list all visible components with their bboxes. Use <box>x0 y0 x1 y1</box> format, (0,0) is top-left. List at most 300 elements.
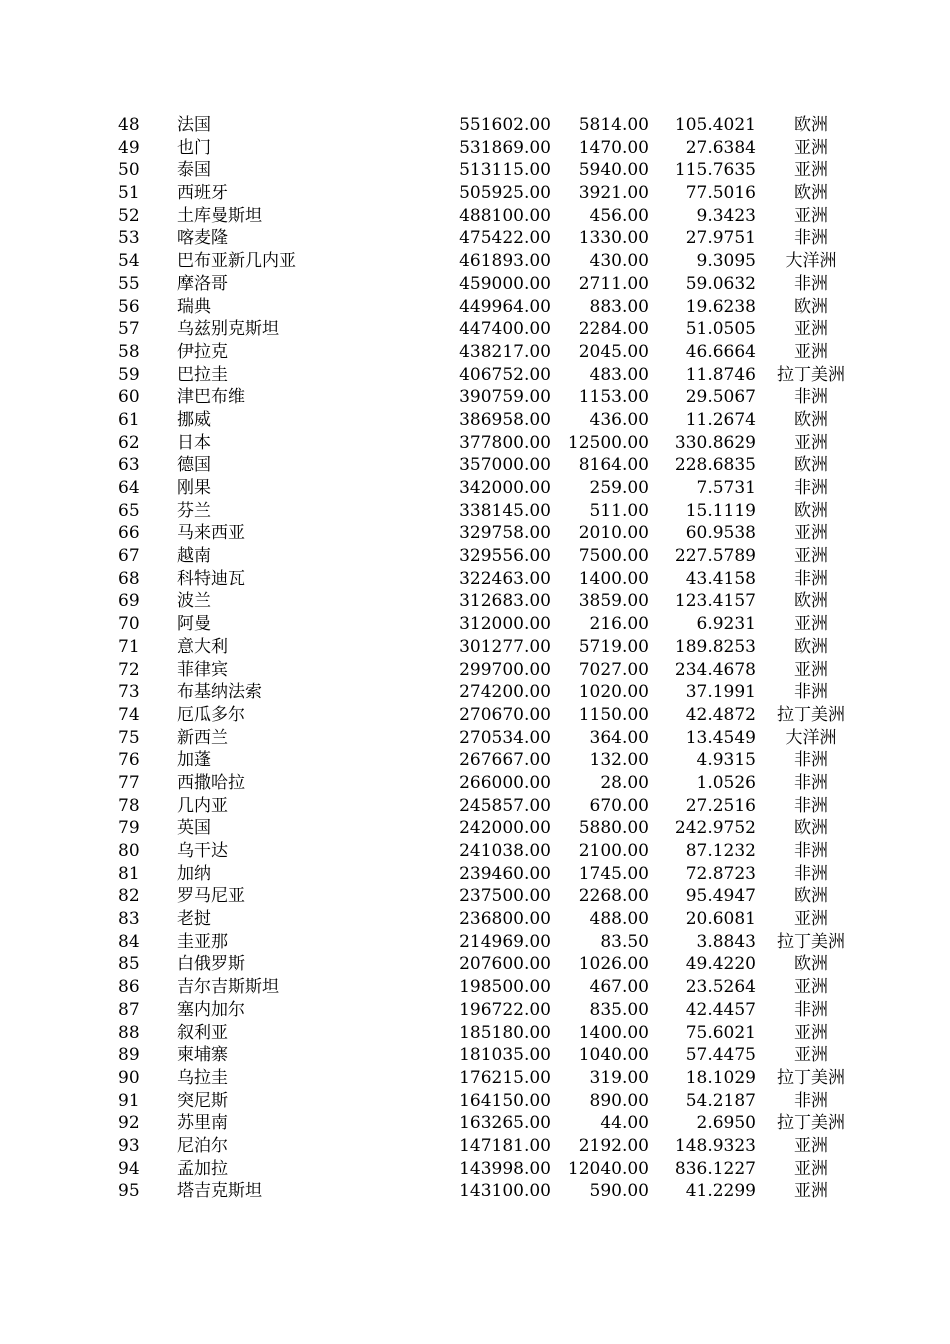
country-name-cell: 加蓬 <box>177 750 211 771</box>
country-name-cell: 土库曼斯坦 <box>177 205 262 226</box>
country-name-cell: 也门 <box>177 137 211 158</box>
population-cell: 890.00 <box>589 1090 649 1111</box>
density-cell: 6.9231 <box>696 614 756 635</box>
density-cell: 59.0632 <box>685 273 756 294</box>
rank-cell: 63 <box>118 455 140 476</box>
area-cell: 214969.00 <box>459 931 551 952</box>
country-name-cell: 菲律宾 <box>177 659 228 680</box>
area-cell: 241038.00 <box>459 841 551 861</box>
continent-cell: 亚洲 <box>794 1022 828 1043</box>
rank-cell: 82 <box>118 886 140 907</box>
density-cell: 189.8253 <box>674 636 756 657</box>
population-cell: 1400.00 <box>578 568 649 589</box>
continent-cell: 非洲 <box>794 999 828 1020</box>
area-cell: 488100.00 <box>459 205 551 226</box>
population-cell: 83.50 <box>600 931 649 952</box>
continent-cell: 亚洲 <box>794 909 828 930</box>
area-cell: 242000.00 <box>459 818 551 839</box>
country-name-cell: 加纳 <box>177 863 211 884</box>
table-row <box>0 681 950 704</box>
density-cell: 9.3423 <box>696 205 756 226</box>
area-cell: 329556.00 <box>459 546 551 567</box>
continent-cell: 欧洲 <box>794 886 828 907</box>
population-cell: 2100.00 <box>578 841 649 861</box>
country-name-cell: 挪威 <box>177 409 211 430</box>
density-cell: 37.1991 <box>685 682 756 703</box>
continent-cell: 非洲 <box>794 273 828 294</box>
area-cell: 461893.00 <box>459 251 551 272</box>
area-cell: 505925.00 <box>459 183 551 204</box>
country-name-cell: 乌兹别克斯坦 <box>177 319 279 340</box>
density-cell: 49.4220 <box>685 954 756 975</box>
population-cell: 5814.00 <box>578 115 649 135</box>
rank-cell: 80 <box>118 841 140 861</box>
continent-cell: 非洲 <box>794 387 828 408</box>
table-row <box>0 159 950 182</box>
rank-cell: 49 <box>118 137 140 158</box>
population-cell: 436.00 <box>589 409 649 430</box>
density-cell: 95.4947 <box>685 886 756 907</box>
area-cell: 475422.00 <box>459 228 551 249</box>
area-cell: 196722.00 <box>459 999 551 1020</box>
table-row <box>0 205 950 228</box>
area-cell: 449964.00 <box>459 296 551 317</box>
density-cell: 3.8843 <box>696 931 756 952</box>
country-name-cell: 法国 <box>177 115 211 135</box>
rank-cell: 64 <box>118 478 140 498</box>
rank-cell: 75 <box>118 727 140 748</box>
table-row <box>0 500 950 523</box>
table-row <box>0 182 950 205</box>
rank-cell: 54 <box>118 251 140 272</box>
density-cell: 227.5789 <box>674 546 756 567</box>
population-cell: 5880.00 <box>578 818 649 839</box>
continent-cell: 大洋洲 <box>785 251 837 272</box>
table-row <box>0 749 950 772</box>
continent-cell: 亚洲 <box>794 546 828 567</box>
table-row <box>0 1112 950 1135</box>
rank-cell: 87 <box>118 999 140 1020</box>
rank-cell: 52 <box>118 205 140 226</box>
continent-cell: 亚洲 <box>794 1158 828 1179</box>
country-name-cell: 刚果 <box>177 478 211 498</box>
population-cell: 1330.00 <box>578 228 649 249</box>
population-cell: 1040.00 <box>578 1045 649 1066</box>
density-cell: 57.4475 <box>685 1045 756 1066</box>
country-name-cell: 芬兰 <box>177 500 211 521</box>
area-cell: 147181.00 <box>459 1135 551 1156</box>
table-row <box>0 432 950 455</box>
area-cell: 207600.00 <box>459 954 551 975</box>
rank-cell: 94 <box>118 1158 140 1179</box>
country-name-cell: 瑞典 <box>177 296 211 317</box>
country-name-cell: 圭亚那 <box>177 931 228 952</box>
population-cell: 2010.00 <box>578 523 649 544</box>
country-name-cell: 英国 <box>177 818 211 839</box>
continent-cell: 亚洲 <box>794 523 828 544</box>
density-cell: 27.9751 <box>685 228 756 249</box>
area-cell: 266000.00 <box>459 772 551 793</box>
area-cell: 531869.00 <box>459 137 551 158</box>
density-cell: 29.5067 <box>685 387 756 408</box>
table-row <box>0 953 950 976</box>
country-name-cell: 塞内加尔 <box>177 999 245 1020</box>
population-cell: 28.00 <box>600 772 649 793</box>
continent-cell: 欧洲 <box>794 818 828 839</box>
area-cell: 438217.00 <box>459 341 551 362</box>
continent-cell: 拉丁美洲 <box>777 931 845 952</box>
area-cell: 299700.00 <box>459 659 551 680</box>
density-cell: 72.8723 <box>685 863 756 884</box>
country-name-cell: 新西兰 <box>177 727 228 748</box>
area-cell: 270670.00 <box>459 704 551 725</box>
table-row <box>0 454 950 477</box>
rank-cell: 86 <box>118 977 140 998</box>
area-cell: 513115.00 <box>459 160 551 181</box>
density-cell: 123.4157 <box>674 591 756 612</box>
rank-cell: 72 <box>118 659 140 680</box>
continent-cell: 非洲 <box>794 750 828 771</box>
rank-cell: 55 <box>118 273 140 294</box>
table-row <box>0 1090 950 1113</box>
population-cell: 1745.00 <box>578 863 649 884</box>
area-cell: 406752.00 <box>459 364 551 385</box>
table-row <box>0 1158 950 1181</box>
table-row <box>0 636 950 659</box>
rank-cell: 65 <box>118 500 140 521</box>
continent-cell: 非洲 <box>794 863 828 884</box>
rank-cell: 88 <box>118 1022 140 1043</box>
country-name-cell: 摩洛哥 <box>177 273 228 294</box>
table-row <box>0 908 950 931</box>
country-name-cell: 叙利亚 <box>177 1022 228 1043</box>
density-cell: 234.4678 <box>674 659 756 680</box>
density-cell: 23.5264 <box>685 977 756 998</box>
rank-cell: 71 <box>118 636 140 657</box>
rank-cell: 90 <box>118 1067 140 1088</box>
table-row <box>0 840 950 863</box>
population-cell: 44.00 <box>600 1113 649 1134</box>
rank-cell: 77 <box>118 772 140 793</box>
table-row <box>0 273 950 296</box>
population-cell: 670.00 <box>589 795 649 816</box>
population-cell: 2045.00 <box>578 341 649 362</box>
table-row <box>0 885 950 908</box>
table-row <box>0 227 950 250</box>
population-cell: 1470.00 <box>578 137 649 158</box>
rank-cell: 69 <box>118 591 140 612</box>
country-name-cell: 罗马尼亚 <box>177 886 245 907</box>
density-cell: 9.3095 <box>696 251 756 272</box>
area-cell: 181035.00 <box>459 1045 551 1066</box>
area-cell: 377800.00 <box>459 432 551 453</box>
rank-cell: 89 <box>118 1045 140 1066</box>
density-cell: 27.2516 <box>685 795 756 816</box>
density-cell: 43.4158 <box>685 568 756 589</box>
country-name-cell: 几内亚 <box>177 795 228 816</box>
population-cell: 2284.00 <box>578 319 649 340</box>
area-cell: 274200.00 <box>459 682 551 703</box>
area-cell: 357000.00 <box>459 455 551 476</box>
continent-cell: 拉丁美洲 <box>777 364 845 385</box>
table-row <box>0 568 950 591</box>
table-row <box>0 659 950 682</box>
rank-cell: 56 <box>118 296 140 317</box>
table-row <box>0 1044 950 1067</box>
rank-cell: 83 <box>118 909 140 930</box>
density-cell: 75.6021 <box>685 1022 756 1043</box>
table-row <box>0 772 950 795</box>
table-row <box>0 817 950 840</box>
continent-cell: 欧洲 <box>794 500 828 521</box>
rank-cell: 84 <box>118 931 140 952</box>
continent-cell: 欧洲 <box>794 409 828 430</box>
area-cell: 236800.00 <box>459 909 551 930</box>
area-cell: 459000.00 <box>459 273 551 294</box>
rank-cell: 48 <box>118 115 140 135</box>
density-cell: 41.2299 <box>685 1181 756 1202</box>
area-cell: 329758.00 <box>459 523 551 544</box>
rank-cell: 58 <box>118 341 140 362</box>
table-row <box>0 364 950 387</box>
population-cell: 590.00 <box>589 1181 649 1202</box>
population-cell: 430.00 <box>589 251 649 272</box>
continent-cell: 亚洲 <box>794 1135 828 1156</box>
rank-cell: 74 <box>118 704 140 725</box>
continent-cell: 亚洲 <box>794 432 828 453</box>
density-cell: 18.1029 <box>685 1067 756 1088</box>
population-cell: 511.00 <box>589 500 649 521</box>
table-row <box>0 999 950 1022</box>
area-cell: 390759.00 <box>459 387 551 408</box>
country-name-cell: 波兰 <box>177 591 211 612</box>
country-name-cell: 老挝 <box>177 909 211 930</box>
area-cell: 312000.00 <box>459 614 551 635</box>
density-cell: 46.6664 <box>685 341 756 362</box>
density-cell: 11.2674 <box>685 409 756 430</box>
country-name-cell: 德国 <box>177 455 211 476</box>
continent-cell: 欧洲 <box>794 636 828 657</box>
continent-cell: 亚洲 <box>794 319 828 340</box>
area-cell: 143100.00 <box>459 1181 551 1202</box>
continent-cell: 非洲 <box>794 682 828 703</box>
area-cell: 198500.00 <box>459 977 551 998</box>
area-cell: 185180.00 <box>459 1022 551 1043</box>
continent-cell: 欧洲 <box>794 183 828 204</box>
country-name-cell: 巴拉圭 <box>177 364 228 385</box>
density-cell: 2.6950 <box>696 1113 756 1134</box>
density-cell: 87.1232 <box>685 841 756 861</box>
population-cell: 456.00 <box>589 205 649 226</box>
density-cell: 11.8746 <box>685 364 756 385</box>
population-cell: 8164.00 <box>578 455 649 476</box>
rank-cell: 92 <box>118 1113 140 1134</box>
area-cell: 322463.00 <box>459 568 551 589</box>
population-cell: 259.00 <box>589 478 649 498</box>
rank-cell: 78 <box>118 795 140 816</box>
rank-cell: 57 <box>118 319 140 340</box>
rank-cell: 68 <box>118 568 140 589</box>
country-name-cell: 越南 <box>177 546 211 567</box>
rank-cell: 59 <box>118 364 140 385</box>
table-row <box>0 1135 950 1158</box>
density-cell: 836.1227 <box>674 1158 756 1179</box>
population-cell: 364.00 <box>589 727 649 748</box>
continent-cell: 非洲 <box>794 772 828 793</box>
table-row <box>0 613 950 636</box>
country-name-cell: 马来西亚 <box>177 523 245 544</box>
continent-cell: 非洲 <box>794 1090 828 1111</box>
population-cell: 2711.00 <box>578 273 649 294</box>
country-name-cell: 西撒哈拉 <box>177 772 245 793</box>
density-cell: 60.9538 <box>685 523 756 544</box>
country-name-cell: 阿曼 <box>177 614 211 635</box>
density-cell: 228.6835 <box>674 455 756 476</box>
density-cell: 330.8629 <box>674 432 756 453</box>
rank-cell: 66 <box>118 523 140 544</box>
density-cell: 19.6238 <box>685 296 756 317</box>
area-cell: 386958.00 <box>459 409 551 430</box>
continent-cell: 非洲 <box>794 478 828 498</box>
country-table <box>0 114 950 1203</box>
density-cell: 7.5731 <box>696 478 756 498</box>
continent-cell: 欧洲 <box>794 115 828 135</box>
continent-cell: 非洲 <box>794 228 828 249</box>
area-cell: 239460.00 <box>459 863 551 884</box>
table-row <box>0 1067 950 1090</box>
rank-cell: 53 <box>118 228 140 249</box>
population-cell: 1020.00 <box>578 682 649 703</box>
population-cell: 488.00 <box>589 909 649 930</box>
population-cell: 2268.00 <box>578 886 649 907</box>
rank-cell: 81 <box>118 863 140 884</box>
rank-cell: 51 <box>118 183 140 204</box>
table-row <box>0 296 950 319</box>
density-cell: 51.0505 <box>685 319 756 340</box>
population-cell: 483.00 <box>589 364 649 385</box>
area-cell: 551602.00 <box>459 115 551 135</box>
rank-cell: 95 <box>118 1181 140 1202</box>
population-cell: 3921.00 <box>578 183 649 204</box>
continent-cell: 欧洲 <box>794 455 828 476</box>
continent-cell: 非洲 <box>794 841 828 861</box>
table-row <box>0 250 950 273</box>
table-row <box>0 409 950 432</box>
density-cell: 77.5016 <box>685 183 756 204</box>
continent-cell: 非洲 <box>794 568 828 589</box>
country-name-cell: 西班牙 <box>177 183 228 204</box>
continent-cell: 亚洲 <box>794 614 828 635</box>
density-cell: 4.9315 <box>696 750 756 771</box>
continent-cell: 亚洲 <box>794 137 828 158</box>
population-cell: 132.00 <box>589 750 649 771</box>
table-row <box>0 137 950 160</box>
population-cell: 1153.00 <box>578 387 649 408</box>
country-name-cell: 泰国 <box>177 160 211 181</box>
table-row <box>0 114 950 137</box>
density-cell: 54.2187 <box>685 1090 756 1111</box>
table-row <box>0 931 950 954</box>
area-cell: 143998.00 <box>459 1158 551 1179</box>
density-cell: 27.6384 <box>685 137 756 158</box>
continent-cell: 欧洲 <box>794 591 828 612</box>
rank-cell: 93 <box>118 1135 140 1156</box>
density-cell: 242.9752 <box>674 818 756 839</box>
population-cell: 883.00 <box>589 296 649 317</box>
population-cell: 467.00 <box>589 977 649 998</box>
rank-cell: 85 <box>118 954 140 975</box>
area-cell: 245857.00 <box>459 795 551 816</box>
area-cell: 338145.00 <box>459 500 551 521</box>
country-name-cell: 柬埔寨 <box>177 1045 228 1066</box>
table-row <box>0 590 950 613</box>
rank-cell: 76 <box>118 750 140 771</box>
population-cell: 1150.00 <box>578 704 649 725</box>
rank-cell: 79 <box>118 818 140 839</box>
density-cell: 42.4872 <box>685 704 756 725</box>
country-name-cell: 塔吉克斯坦 <box>177 1181 262 1202</box>
table-row <box>0 477 950 500</box>
area-cell: 267667.00 <box>459 750 551 771</box>
country-name-cell: 津巴布维 <box>177 387 245 408</box>
area-cell: 237500.00 <box>459 886 551 907</box>
table-row <box>0 522 950 545</box>
table-row <box>0 1022 950 1045</box>
population-cell: 5719.00 <box>578 636 649 657</box>
country-name-cell: 白俄罗斯 <box>177 954 245 975</box>
continent-cell: 亚洲 <box>794 205 828 226</box>
country-name-cell: 孟加拉 <box>177 1158 228 1179</box>
table-row <box>0 976 950 999</box>
country-name-cell: 突尼斯 <box>177 1090 228 1111</box>
country-name-cell: 吉尔吉斯斯坦 <box>177 977 279 998</box>
country-name-cell: 日本 <box>177 432 211 453</box>
population-cell: 1400.00 <box>578 1022 649 1043</box>
country-name-cell: 科特迪瓦 <box>177 568 245 589</box>
density-cell: 148.9323 <box>674 1135 756 1156</box>
density-cell: 105.4021 <box>674 115 756 135</box>
continent-cell: 拉丁美洲 <box>777 1113 845 1134</box>
area-cell: 164150.00 <box>459 1090 551 1111</box>
area-cell: 301277.00 <box>459 636 551 657</box>
population-cell: 216.00 <box>589 614 649 635</box>
rank-cell: 60 <box>118 387 140 408</box>
country-name-cell: 乌拉圭 <box>177 1067 228 1088</box>
population-cell: 7027.00 <box>578 659 649 680</box>
area-cell: 312683.00 <box>459 591 551 612</box>
continent-cell: 欧洲 <box>794 954 828 975</box>
continent-cell: 亚洲 <box>794 341 828 362</box>
continent-cell: 大洋洲 <box>785 727 837 748</box>
rank-cell: 62 <box>118 432 140 453</box>
population-cell: 12500.00 <box>567 432 649 453</box>
continent-cell: 欧洲 <box>794 296 828 317</box>
density-cell: 13.4549 <box>685 727 756 748</box>
density-cell: 115.7635 <box>674 160 756 181</box>
table-row <box>0 341 950 364</box>
rank-cell: 73 <box>118 682 140 703</box>
density-cell: 20.6081 <box>685 909 756 930</box>
country-name-cell: 伊拉克 <box>177 341 228 362</box>
population-cell: 5940.00 <box>578 160 649 181</box>
country-name-cell: 苏里南 <box>177 1113 228 1134</box>
area-cell: 176215.00 <box>459 1067 551 1088</box>
rank-cell: 70 <box>118 614 140 635</box>
continent-cell: 亚洲 <box>794 1045 828 1066</box>
area-cell: 447400.00 <box>459 319 551 340</box>
population-cell: 2192.00 <box>578 1135 649 1156</box>
population-cell: 7500.00 <box>578 546 649 567</box>
